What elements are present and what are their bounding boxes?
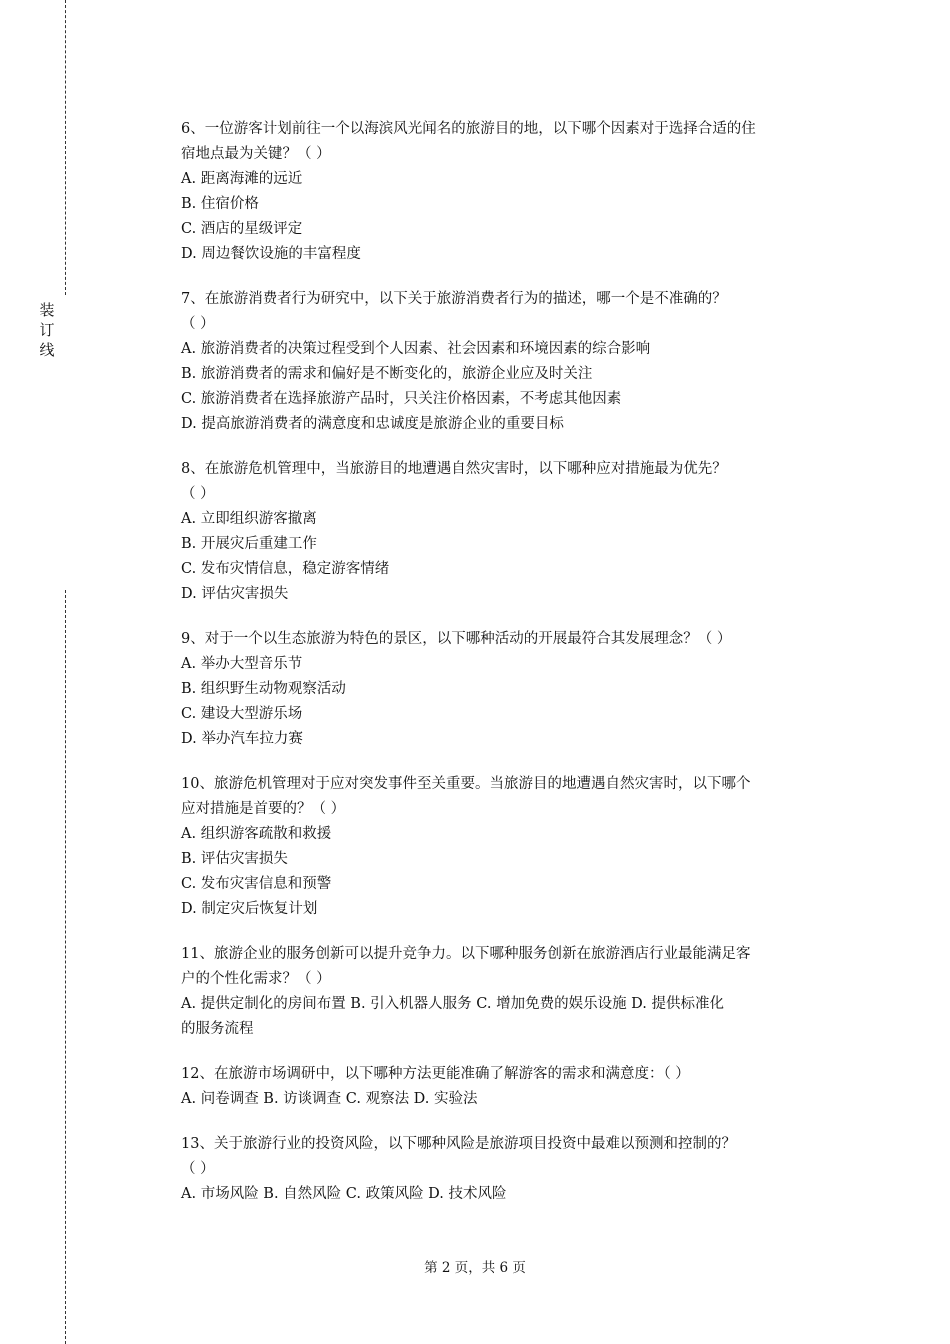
question-text-line: 应对措施是首要的？（ ）: [181, 801, 346, 817]
question-text-line: 11、旅游企业的服务创新可以提升竞争力。以下哪种服务创新在旅游酒店行业最能满足客: [181, 946, 751, 962]
question-text-line: （ ）: [181, 1161, 215, 1177]
answer-option: A. 旅游消费者的决策过程受到个人因素、社会因素和环境因素的综合影响: [181, 341, 651, 357]
answer-option: B. 组织野生动物观察活动: [181, 681, 346, 697]
question-text-line: （ ）: [181, 316, 215, 332]
question-text-line: 13、关于旅游行业的投资风险，以下哪种风险是旅游项目投资中最难以预测和控制的？: [181, 1136, 736, 1152]
question-text-line: 8、在旅游危机管理中，当旅游目的地遭遇自然灾害时，以下哪种应对措施最为优先？: [181, 461, 727, 477]
answer-option: D. 举办汽车拉力赛: [181, 731, 303, 747]
binding-line-bottom: [65, 590, 66, 1344]
answer-option: D. 周边餐饮设施的丰富程度: [181, 246, 361, 262]
binding-label-char: 订: [39, 321, 55, 339]
answer-option: C. 发布灾害信息和预警: [181, 876, 332, 892]
question-block: [181, 942, 837, 1042]
question-text-line: 户的个性化需求？（ ）: [181, 971, 331, 987]
question-text-line: 12、在旅游市场调研中，以下哪种方法更能准确了解游客的需求和满意度：（ ）: [181, 1066, 690, 1082]
question-list: [181, 117, 837, 1227]
question-block: [181, 287, 837, 437]
answer-option: D. 提高旅游消费者的满意度和忠诚度是旅游企业的重要目标: [181, 416, 564, 432]
question-block: [181, 1062, 837, 1112]
binding-label-char: 装: [39, 301, 55, 319]
binding-line-top: [65, 0, 66, 295]
question-block: [181, 117, 837, 267]
question-text-line: 宿地点最为关键？（ ）: [181, 146, 331, 162]
question-block: [181, 1132, 837, 1207]
question-text-line: 10、旅游危机管理对于应对突发事件至关重要。当旅游目的地遭遇自然灾害时，以下哪个: [181, 776, 751, 792]
answer-option: C. 酒店的星级评定: [181, 221, 303, 237]
question-text-line: 7、在旅游消费者行为研究中，以下关于旅游消费者行为的描述，哪一个是不准确的？: [181, 291, 727, 307]
answer-option: B. 开展灾后重建工作: [181, 536, 317, 552]
question-text-line: A. 提供定制化的房间布置 B. 引入机器人服务 C. 增加免费的娱乐设施 D. 提供标准化: [181, 996, 725, 1012]
binding-label-char: 线: [39, 341, 55, 359]
question-block: [181, 627, 837, 752]
answer-option: B. 评估灾害损失: [181, 851, 288, 867]
question-text-line: 9、对于一个以生态旅游为特色的景区，以下哪种活动的开展最符合其发展理念？（ ）: [181, 631, 732, 647]
answer-option: C. 发布灾情信息，稳定游客情绪: [181, 561, 390, 577]
question-text-line: A. 问卷调查 B. 访谈调查 C. 观察法 D. 实验法: [181, 1091, 478, 1107]
answer-option: C. 建设大型游乐场: [181, 706, 303, 722]
question-text-line: 6、一位游客计划前往一个以海滨风光闻名的旅游目的地，以下哪个因素对于选择合适的住: [181, 121, 756, 137]
question-text-line: （ ）: [181, 486, 215, 502]
answer-option: B. 旅游消费者的需求和偏好是不断变化的，旅游企业应及时关注: [181, 366, 593, 382]
binding-label: [38, 300, 56, 360]
question-text-line: A. 市场风险 B. 自然风险 C. 政策风险 D. 技术风险: [181, 1186, 507, 1202]
answer-option: A. 立即组织游客撤离: [181, 511, 317, 527]
answer-option: D. 评估灾害损失: [181, 586, 289, 602]
answer-option: A. 组织游客疏散和救援: [181, 826, 332, 842]
question-text-line: 的服务流程: [181, 1021, 254, 1037]
answer-option: A. 举办大型音乐节: [181, 656, 303, 672]
page-footer: 第 2 页，共 6 页: [424, 1260, 526, 1276]
answer-option: D. 制定灾后恢复计划: [181, 901, 318, 917]
answer-option: B. 住宿价格: [181, 196, 259, 212]
answer-option: C. 旅游消费者在选择旅游产品时，只关注价格因素，不考虑其他因素: [181, 391, 622, 407]
answer-option: A. 距离海滩的远近: [181, 171, 303, 187]
question-block: [181, 457, 837, 607]
question-block: [181, 772, 837, 922]
